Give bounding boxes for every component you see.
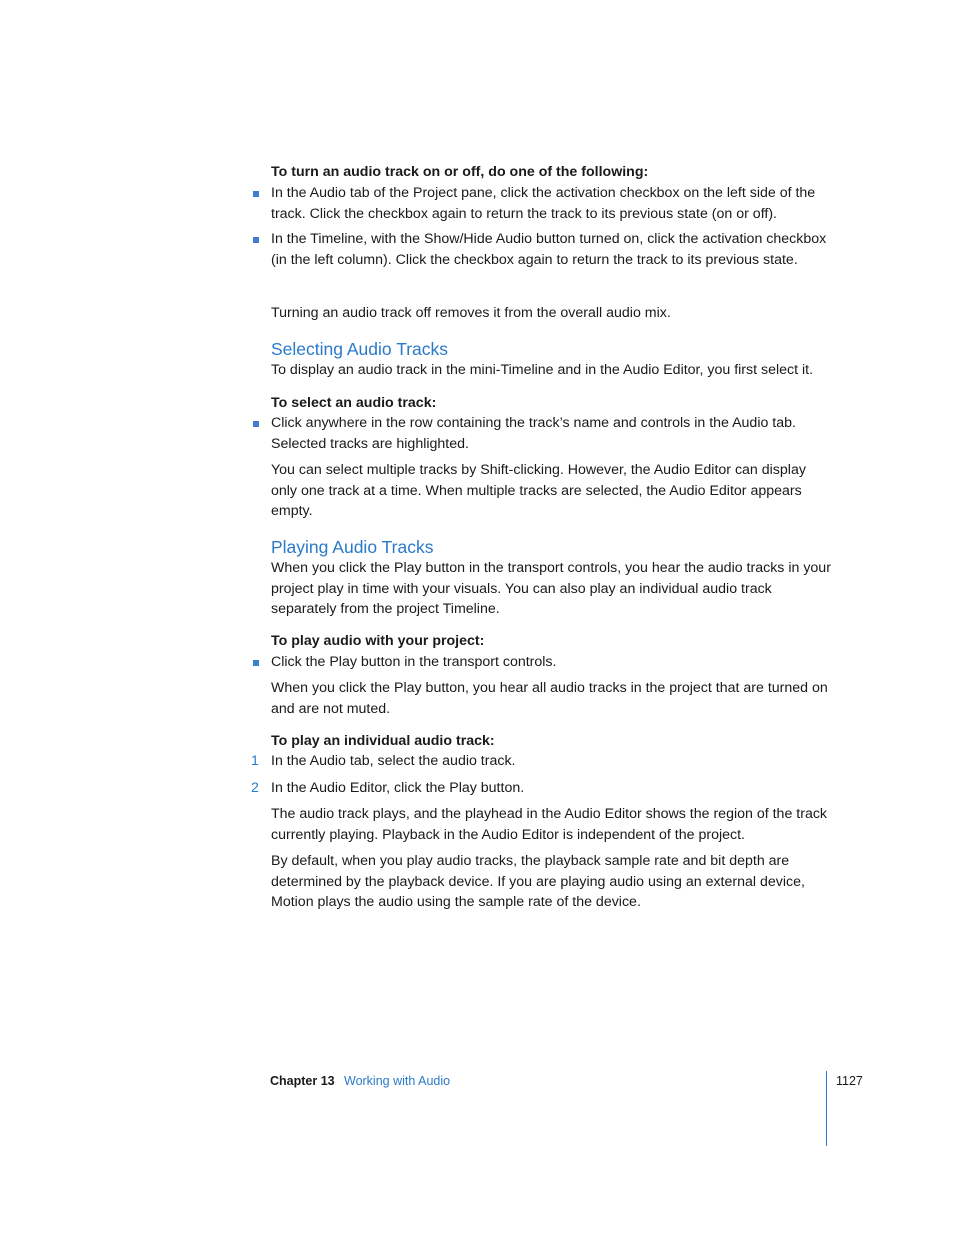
footer-divider bbox=[826, 1071, 827, 1146]
paragraph: When you click the Play button in the transport controls, you hear the audio tracks in your project play in time with your visuals. You can also play an individual audio track separately from the project Timeline. bbox=[271, 560, 831, 618]
paragraph: The audio track plays, and the playhead in the Audio Editor shows the region of the track currently playing. Playback in the Audio Editor is independent of the project. bbox=[271, 806, 828, 843]
task-heading-turn-on-off: To turn an audio track on or off, do one of the following: bbox=[271, 164, 649, 180]
bullet-icon bbox=[253, 191, 259, 197]
list-item: In the Timeline, with the Show/Hide Audio button turned on, click the activation checkbox (in the left column). Click the checkbox again to return the track to its previous state. bbox=[271, 231, 827, 268]
step-text: In the Audio Editor, click the Play button. bbox=[271, 780, 525, 796]
task-heading-select: To select an audio track: bbox=[271, 395, 437, 411]
page-number: 1127 bbox=[836, 1074, 863, 1088]
list-item: In the Audio tab of the Project pane, click the activation checkbox on the left side of the track. Click the checkbox again to return the track to its previous state (on or off). bbox=[271, 185, 816, 222]
footer-chapter-title-link[interactable]: Working with Audio bbox=[344, 1074, 451, 1088]
list-item: Click the Play button in the transport controls. bbox=[271, 654, 557, 670]
paragraph: When you click the Play button, you hear all audio tracks in the project that are turned on and are not muted. bbox=[271, 680, 828, 717]
bullet-icon bbox=[253, 660, 259, 666]
paragraph: To display an audio track in the mini-Timeline and in the Audio Editor, you first select it. bbox=[271, 362, 814, 378]
step-number: 1 bbox=[251, 753, 259, 769]
task-heading-play-project: To play audio with your project: bbox=[271, 633, 485, 649]
step-text: In the Audio tab, select the audio track. bbox=[271, 753, 516, 769]
step-number: 2 bbox=[251, 780, 259, 796]
paragraph: By default, when you play audio tracks, the playback sample rate and bit depth are determined by the playback device. If you are playing audio using an external device, Motion plays the audio using the sample rate of the device. bbox=[271, 853, 805, 911]
section-title-selecting: Selecting Audio Tracks bbox=[271, 339, 449, 359]
footer-chapter-label: Chapter 13 bbox=[270, 1074, 335, 1088]
list-item: Click anywhere in the row containing the track’s name and controls in the Audio tab. Selected tracks are highlighted. bbox=[271, 415, 796, 452]
section-title-playing: Playing Audio Tracks bbox=[271, 537, 434, 557]
task-heading-play-individual: To play an individual audio track: bbox=[271, 733, 495, 749]
bullet-icon bbox=[253, 237, 259, 243]
bullet-icon bbox=[253, 421, 259, 427]
paragraph: You can select multiple tracks by Shift-clicking. However, the Audio Editor can display only one track at a time. When multiple tracks are selected, the Audio Editor appears empty. bbox=[271, 462, 806, 520]
paragraph: Turning an audio track off removes it from the overall audio mix. bbox=[271, 305, 671, 321]
